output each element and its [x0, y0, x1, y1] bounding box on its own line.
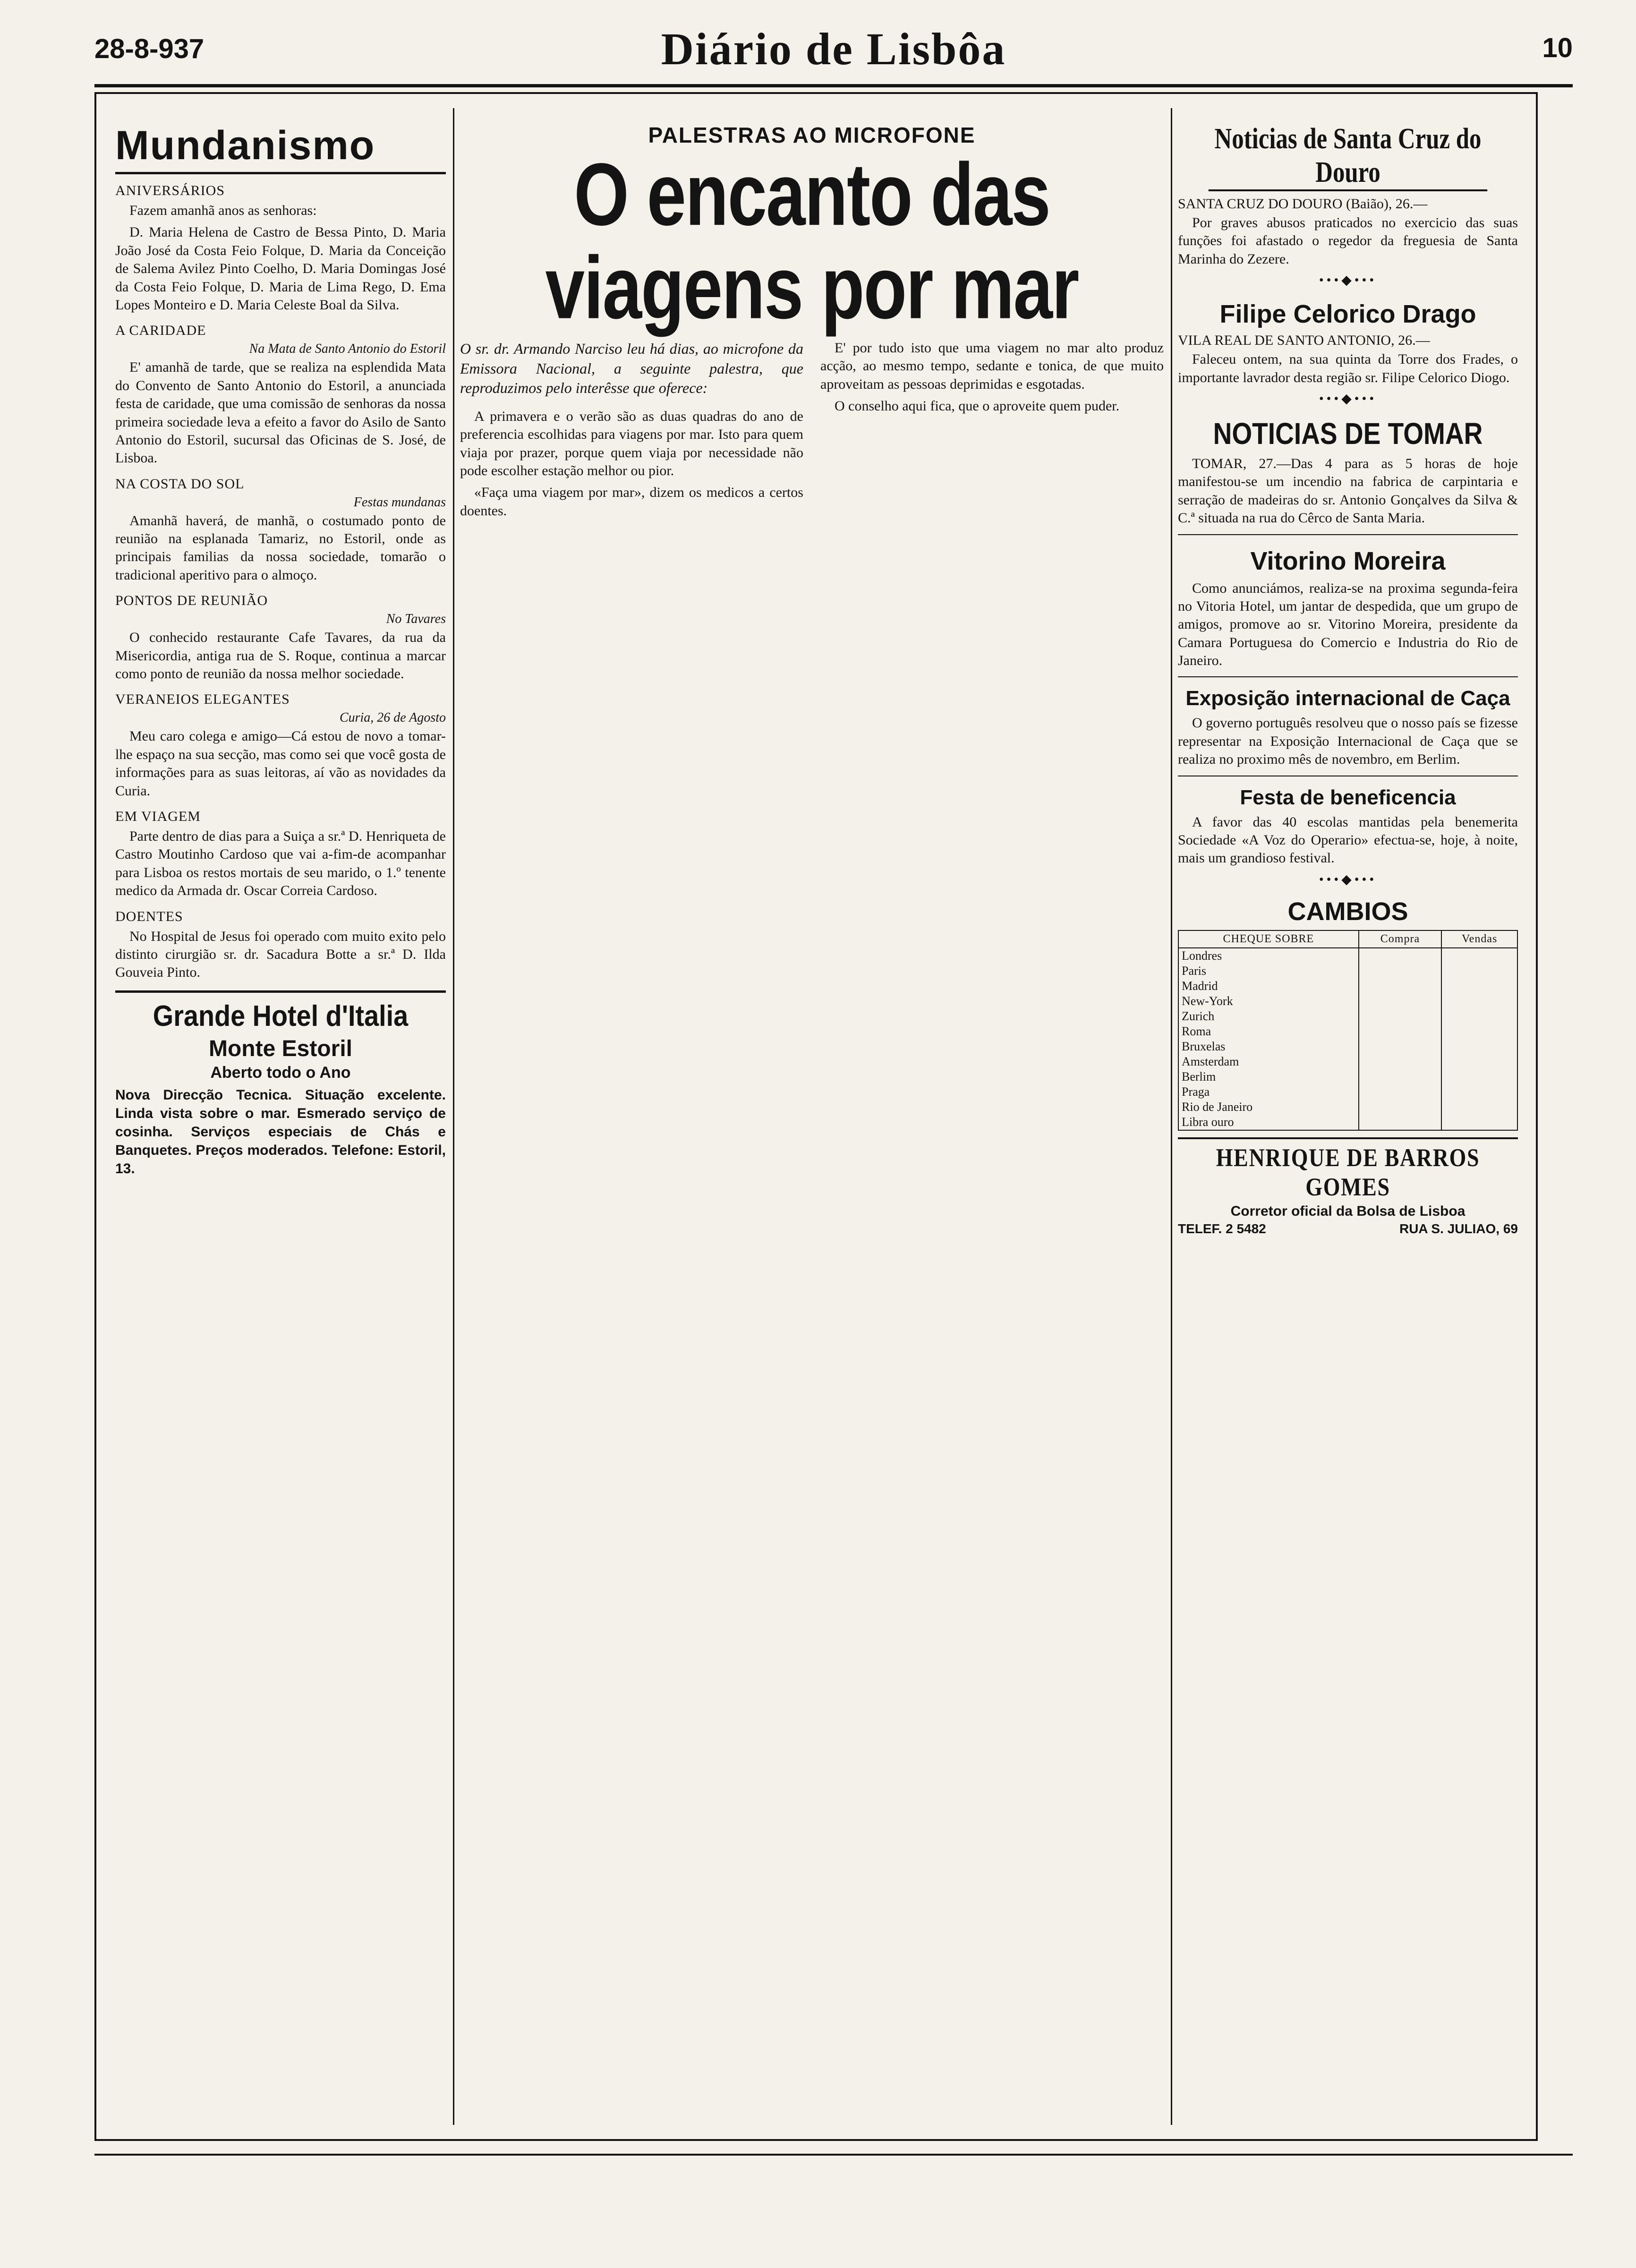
- cambios-row: [1178, 1039, 1517, 1054]
- cambios-buy: [1359, 1100, 1442, 1115]
- beneficencia-body: A favor das 40 escolas mantidas pela benemerita Sociedade «A Voz do Operario» efectua-se, hoje, à noite, mais um grandioso festival.: [1178, 814, 1518, 866]
- column-divider-left: [453, 108, 454, 2125]
- cambios-buy: [1359, 1115, 1442, 1130]
- beneficencia-title: Festa de beneficencia: [1240, 785, 1456, 809]
- santa-cruz-title: Noticias de Santa Cruz do Douro: [1209, 122, 1487, 191]
- broker-address: RUA S. JULIAO, 69: [1399, 1221, 1518, 1236]
- mundanismo-section-byline: Na Mata de Santo Antonio do Estoril: [249, 341, 446, 357]
- cambios-row: [1178, 1024, 1517, 1039]
- feature-paragraph: O conselho aqui fica, que o aproveite quem puder.: [835, 398, 1120, 414]
- cambios-currency: Paris: [1178, 963, 1359, 979]
- cambios-currency: New-York: [1178, 994, 1359, 1009]
- cambios-buy: [1359, 1084, 1442, 1100]
- cambios-buy: [1359, 1024, 1442, 1039]
- cambios-sell: [1441, 1024, 1517, 1039]
- hotel-advertisement: [115, 990, 446, 1178]
- vitorino-body: Como anunciámos, realiza-se na proxima segunda-feira no Vitoria Hotel, um jantar de despedida, que um grupo de amigos, promove ao sr. Vitorino Moreira, presidente da Camara Portuguesa do Comercio e Industria do Rio de Janeiro.: [1178, 580, 1518, 669]
- masthead-rule: [94, 84, 1573, 87]
- mundanismo-section-heading: PONTOS DE REUNIÃO: [115, 593, 268, 609]
- cambios-buy: [1359, 1069, 1442, 1084]
- hotel-ad-location: Monte Estoril: [208, 1036, 352, 1061]
- section-rule: [1178, 676, 1518, 677]
- cambios-header-currency: CHEQUE SOBRE: [1178, 930, 1359, 948]
- cambios-currency: Bruxelas: [1178, 1039, 1359, 1054]
- broker-advertisement: [1178, 1137, 1518, 1236]
- mundanismo-section-byline: Festas mundanas: [353, 495, 446, 510]
- cambios-buy: [1359, 963, 1442, 979]
- feature-column-1: [460, 339, 803, 524]
- mundanismo-section-heading: NA COSTA DO SOL: [115, 476, 245, 492]
- ornament-separator: •••◆•••: [1319, 872, 1377, 887]
- filipe-dateline: VILA REAL DE SANTO ANTONIO, 26.—: [1178, 333, 1430, 349]
- tomar-body: TOMAR, 27.—Das 4 para as 5 horas de hoje manifestou-se um incendio na fabrica de carpintaria e serração de madeiras do sr. Antonio Gonçalves da Silva & C.ª situada na rua do Cêrco de Santa Maria.: [1178, 455, 1518, 526]
- mundanismo-title: Mundanismo: [115, 122, 446, 174]
- mundanismo-paragraph: O conhecido restaurante Cafe Tavares, da rua da Misericordia, antiga rua de S. Roque, continua a marcar como ponto de reunião da nossa melhor sociedade.: [115, 630, 446, 682]
- tomar-title: NOTICIAS DE TOMAR: [1213, 416, 1483, 451]
- santa-cruz-dateline: SANTA CRUZ DO DOURO (Baião), 26.—: [1178, 196, 1428, 212]
- feature-kicker: PALESTRAS AO MICROFONE: [648, 123, 976, 147]
- feature-intro: O sr. dr. Armando Narciso leu há dias, ao microfone da Emissora Nacional, a seguinte palestra, que reproduzimos pelo interêsse que oferece:: [460, 340, 803, 397]
- feature-col1-paragraphs: [460, 408, 803, 520]
- cambios-sell: [1441, 948, 1517, 963]
- feature-column-2: [820, 339, 1164, 524]
- cambios-sell: [1441, 1100, 1517, 1115]
- hotel-ad-hours: Aberto todo o Ano: [210, 1063, 351, 1082]
- cambios-buy: [1359, 1009, 1442, 1024]
- cambios-row: [1178, 979, 1517, 994]
- cambios-currency: Londres: [1178, 948, 1359, 963]
- cambios-sell: [1441, 1039, 1517, 1054]
- section-rule: [1178, 534, 1518, 535]
- cambios-row: [1178, 1009, 1517, 1024]
- cambios-row: [1178, 1115, 1517, 1130]
- hotel-ad-body: Nova Direcção Tecnica. Situação excelente. Linda vista sobre o mar. Esmerado serviço de cosinha. Serviços especiais de Chás e Banquetes. Preços moderados. Telefone: Estoril, 13.: [115, 1087, 446, 1177]
- page-number: 10: [1542, 33, 1573, 63]
- feature-paragraph: A primavera e o verão são as duas quadras do ano de preferencia escolhidas para viagens por mar. Isto para quem viaja por prazer, porque quem viaja por necessidade não pode escolher estação melhor ou pior.: [460, 408, 803, 478]
- cambios-buy: [1359, 1054, 1442, 1069]
- masthead: [94, 19, 1573, 80]
- cambios-currency: Madrid: [1178, 979, 1359, 994]
- mundanismo-section-byline: No Tavares: [386, 612, 446, 627]
- cambios-row: [1178, 1084, 1517, 1100]
- content-frame: [94, 92, 1538, 2141]
- mundanismo-section-heading: ANIVERSÁRIOS: [115, 183, 225, 198]
- ornament-separator: •••◆•••: [1319, 391, 1377, 406]
- mundanismo-section-byline: Curia, 26 de Agosto: [339, 710, 446, 725]
- feature-paragraph: «Faça uma viagem por mar», dizem os medicos a certos doentes.: [460, 485, 803, 519]
- caca-title: Exposição internacional de Caça: [1185, 687, 1510, 710]
- vitorino-title: Vitorino Moreira: [1250, 546, 1446, 575]
- cambios-header-sell: Vendas: [1441, 930, 1517, 948]
- feature-paragraph: E' por tudo isto que uma viagem no mar alto produz acção, ao mesmo tempo, sedante e tonica, de que muito aproveitam as pessoas deprimidas e esgotadas.: [820, 340, 1164, 392]
- cambios-sell: [1441, 1069, 1517, 1084]
- cambios-header-buy: Compra: [1359, 930, 1442, 948]
- cambios-header-row: [1178, 930, 1517, 948]
- cambios-currency: Roma: [1178, 1024, 1359, 1039]
- cambios-sell: [1441, 994, 1517, 1009]
- cambios-row: [1178, 1100, 1517, 1115]
- filipe-body: Faleceu ontem, na sua quinta da Torre dos Frades, o importante lavrador desta região sr. Filipe Celorico Diogo.: [1178, 351, 1518, 385]
- cambios-buy: [1359, 994, 1442, 1009]
- cambios-buy: [1359, 948, 1442, 963]
- left-column: [115, 122, 446, 2120]
- cambios-row: [1178, 1069, 1517, 1084]
- filipe-title: Filipe Celorico Drago: [1219, 300, 1476, 329]
- cambios-row: [1178, 994, 1517, 1009]
- cambios-currency: Praga: [1178, 1084, 1359, 1100]
- mundanismo-paragraph: Fazem amanhã anos as senhoras:: [129, 203, 317, 218]
- cambios-buy: [1359, 1039, 1442, 1054]
- cambios-row: [1178, 948, 1517, 963]
- cambios-sell: [1441, 1054, 1517, 1069]
- cambios-sell: [1441, 1084, 1517, 1100]
- broker-contact: [1178, 1221, 1518, 1236]
- broker-phone: TELEF. 2 5482: [1178, 1221, 1266, 1236]
- cambios-sell: [1441, 1009, 1517, 1024]
- cambios-currency: Berlim: [1178, 1069, 1359, 1084]
- right-column: [1178, 122, 1518, 2120]
- cambios-currency: Zurich: [1178, 1009, 1359, 1024]
- broker-name: HENRIQUE DE BARROS GOMES: [1216, 1143, 1480, 1201]
- caca-body: O governo português resolveu que o nosso país se fizesse representar na Exposição Internacional de Caça que se realiza no proximo mês de novembro, em Berlim.: [1178, 715, 1518, 767]
- cambios-currency: Libra ouro: [1178, 1115, 1359, 1130]
- mundanismo-section-heading: A CARIDADE: [115, 323, 206, 339]
- issue-date: 28-8-937: [94, 34, 204, 64]
- mundanismo-sections: [115, 183, 446, 982]
- broker-subtitle: Corretor oficial da Bolsa de Lisboa: [1230, 1203, 1466, 1219]
- cambios-table: [1178, 930, 1518, 1131]
- cambios-buy: [1359, 979, 1442, 994]
- mundanismo-section-heading: EM VIAGEM: [115, 808, 201, 824]
- cambios-sell: [1441, 979, 1517, 994]
- cambios-sell: [1441, 1115, 1517, 1130]
- cambios-currency: Rio de Janeiro: [1178, 1100, 1359, 1115]
- cambios-row: [1178, 1054, 1517, 1069]
- center-column: [460, 122, 1164, 2120]
- page-bottom-rule: [94, 2154, 1573, 2156]
- mundanismo-paragraph: D. Maria Helena de Castro de Bessa Pinto, D. Maria João José da Costa Feio Folque, D. Maria da Conceição de Salema Avilez Pinto Coelho, D. Maria Domingas José da Costa Feio Folque, D. Maria de Lima Rego, D. Ema Lopes Monteiro e D. Maria Celeste Boal da Silva.: [115, 224, 446, 313]
- feature-body: [460, 339, 1164, 524]
- mundanismo-paragraph: Meu caro colega e amigo—Cá estou de novo a tomar-lhe espaço na sua secção, mas como sei que você gosta de informações para as suas leitoras, aí vão as novidades da Curia.: [115, 728, 446, 799]
- mundanismo-paragraph: No Hospital de Jesus foi operado com muito exito pelo distinto cirurgião sr. dr. Sacadura Botte a sr.ª D. Ilda Gouveia Pinto.: [115, 928, 446, 981]
- feature-col2-paragraphs: [820, 339, 1164, 416]
- hotel-ad-name: Grande Hotel d'Italia: [153, 999, 409, 1032]
- cambios-title: CAMBIOS: [1287, 897, 1408, 926]
- mundanismo-section-heading: DOENTES: [115, 908, 183, 924]
- column-divider-right: [1171, 108, 1172, 2125]
- cambios-row: [1178, 963, 1517, 979]
- mundanismo-paragraph: Amanhã haverá, de manhã, o costumado ponto de reunião na esplanada Tamariz, no Estoril, onde as principais familias da nossa sociedade, tomarão o tradicional aperitivo para o almoço.: [115, 512, 446, 583]
- newspaper-title: Diário de Lisbôa: [661, 24, 1006, 74]
- cambios-rows: [1178, 948, 1517, 1130]
- santa-cruz-body: Por graves abusos praticados no exercicio das suas funções foi afastado o regedor da freguesia de Santa Marinha do Zezere.: [1178, 215, 1518, 267]
- ornament-separator: •••◆•••: [1319, 273, 1377, 288]
- cambios-sell: [1441, 963, 1517, 979]
- mundanismo-paragraph: Parte dentro de dias para a Suiça a sr.ª D. Henriqueta de Castro Moutinho Cardoso que vai a-fim-de acompanhar para Lisboa os restos mortais de seu marido, o 1.º tenente medico da Armada dr. Oscar Correia Cardoso.: [115, 828, 446, 899]
- cambios-currency: Amsterdam: [1178, 1054, 1359, 1069]
- mundanismo-section-heading: VERANEIOS ELEGANTES: [115, 691, 290, 708]
- mundanismo-paragraph: E' amanhã de tarde, que se realiza na esplendida Mata do Convento de Santo Antonio do Estoril, a anunciada festa de caridade, que uma comissão de senhoras da nossa primeira sociedade leva a efeito a favor do Asilo de Santo Antonio do Estoril, sucursal das Oficinas de S. José, de Lisboa.: [115, 359, 446, 466]
- feature-headline: O encanto das viagens por mar: [545, 145, 1079, 337]
